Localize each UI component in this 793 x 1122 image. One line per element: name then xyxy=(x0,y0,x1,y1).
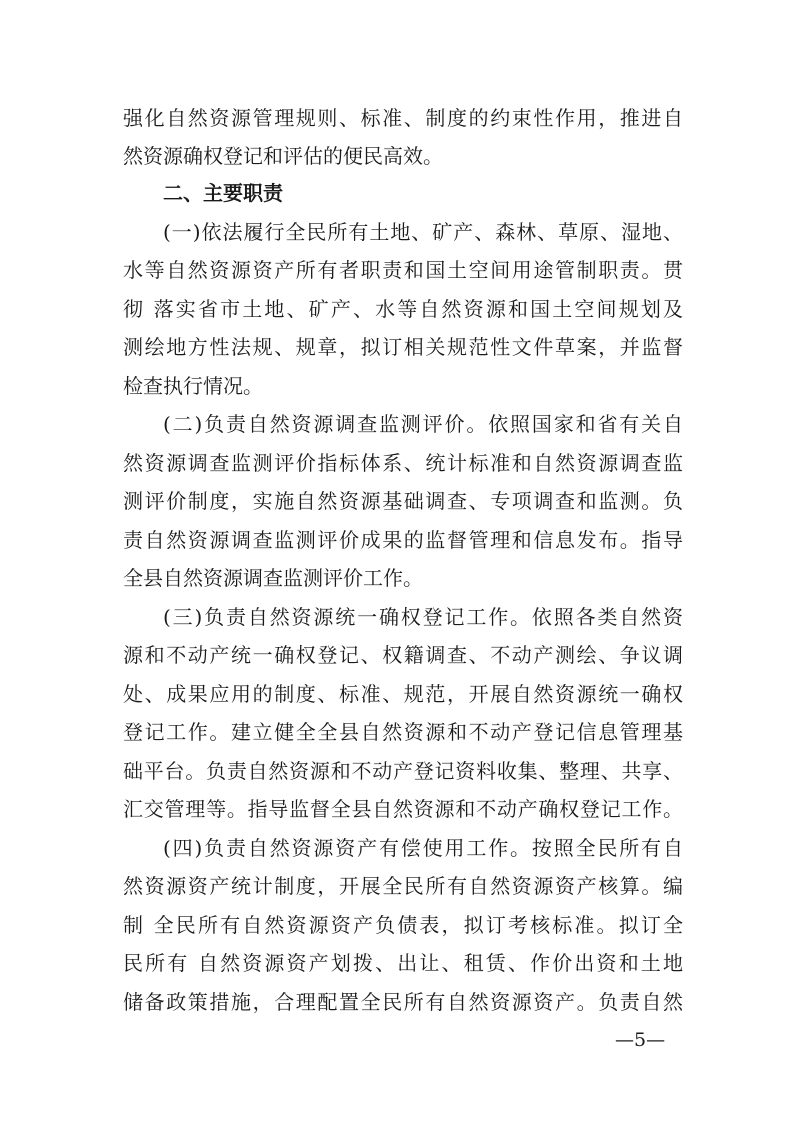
intro-line: 然资源确权登记和评估的便民高效。 xyxy=(123,144,443,168)
paragraph-2-line: 测评价制度，实施自然资源基础调查、专项调查和监测。负 xyxy=(123,489,683,513)
section-heading: 二、主要职责 xyxy=(163,181,283,205)
paragraph-2-line: 全县自然资源调查监测评价工作。 xyxy=(123,566,423,590)
paragraph-1-line: 测绘地方性法规、规章，拟订相关规范性文件草案，并监督 xyxy=(123,335,683,359)
paragraph-3-line: 源和不动产统一确权登记、权籍调查、不动产测绘、争议调 xyxy=(123,643,683,667)
paragraph-1-line: (一)依法履行全民所有土地、矿产、森林、草原、湿地、 xyxy=(163,220,683,244)
paragraph-3-line: 处、成果应用的制度、标准、规范，开展自然资源统一确权 xyxy=(123,682,683,706)
paragraph-1-line: 彻 落实省市土地、矿产、水等自然资源和国土空间规划及 xyxy=(123,297,683,321)
paragraph-2-line: (二)负责自然资源调查监测评价。依照国家和省有关自 xyxy=(163,412,683,436)
paragraph-2-line: 责自然资源调查监测评价成果的监督管理和信息发布。指导 xyxy=(123,528,683,552)
page-number: —5— xyxy=(615,1029,666,1051)
paragraph-4-line: 储备政策措施，合理配置全民所有自然资源资产。负责自然 xyxy=(123,990,683,1014)
intro-line: 强化自然资源管理规则、标准、制度的约束性作用，推进自 xyxy=(123,106,683,130)
paragraph-4-line: 民所有 自然资源资产划拨、出让、租赁、作价出资和土地 xyxy=(123,951,683,975)
paragraph-3-line: 登记工作。建立健全全县自然资源和不动产登记信息管理基 xyxy=(123,720,683,744)
paragraph-3-line: (三)负责自然资源统一确权登记工作。依照各类自然资 xyxy=(163,605,683,629)
paragraph-2-line: 然资源调查监测评价指标体系、统计标准和自然资源调查监 xyxy=(123,451,683,475)
paragraph-1-line: 检查执行情况。 xyxy=(123,374,263,398)
paragraph-4-line: 然资源资产统计制度，开展全民所有自然资源资产核算。编 xyxy=(123,874,683,898)
paragraph-4-line: 制 全民所有自然资源资产负债表，拟订考核标准。拟订全 xyxy=(123,913,683,937)
paragraph-3-line: 汇交管理等。指导监督全县自然资源和不动产确权登记工作。 xyxy=(123,797,683,821)
paragraph-4-line: (四)负责自然资源资产有偿使用工作。按照全民所有自 xyxy=(163,836,683,860)
paragraph-1-line: 水等自然资源资产所有者职责和国土空间用途管制职责。贯 xyxy=(123,258,683,282)
paragraph-3-line: 础平台。负责自然资源和不动产登记资料收集、整理、共享、 xyxy=(123,759,683,783)
